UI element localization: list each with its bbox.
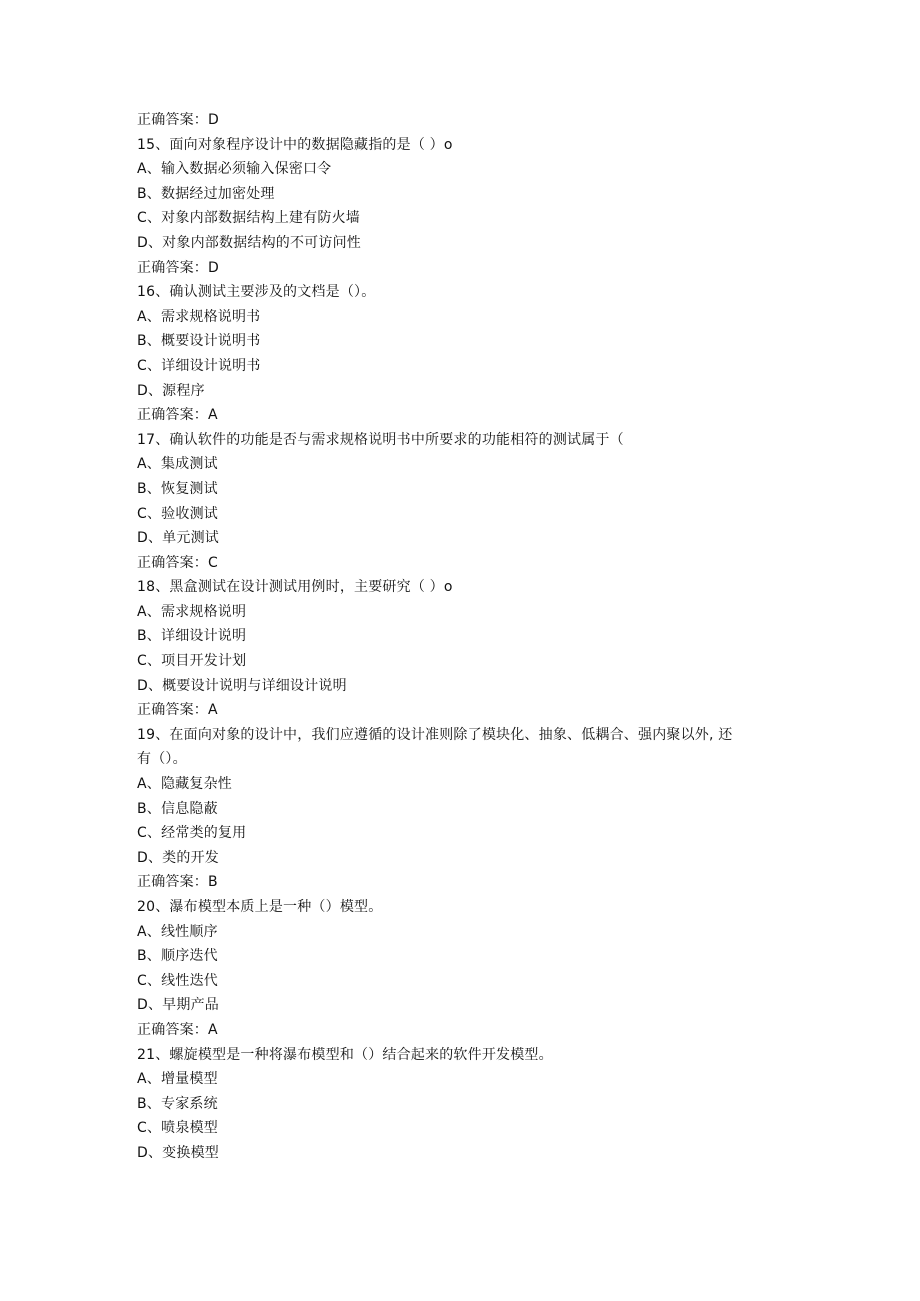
option-16-a: A、需求规格说明书 [137,308,261,325]
option-19-b: B、信息隐蔽 [137,800,218,817]
option-20-b: B、顺序迭代 [137,948,218,965]
option-20-a: A、线性顺序 [137,923,218,940]
option-18-a: A、需求规格说明 [137,603,247,620]
option-20-d: D、早期产品 [137,997,219,1014]
question-21: 21、螺旋模型是一种将瀑布模型和（）结合起来的软件开发模型。 [137,1046,553,1063]
question-19-continued: 有（）。 [137,751,187,768]
answer-line-19: 正确答案：B [137,874,218,891]
answer-line-18: 正确答案：A [137,702,218,719]
option-15-b: B、数据经过加密处理 [137,185,275,202]
answer-line-15: 正确答案：D [137,259,219,276]
option-21-a: A、增量模型 [137,1071,218,1088]
answer-line-14: 正确答案：D [137,112,219,128]
question-15: 15、面向对象程序设计中的数据隐藏指的是（ ）o [137,136,453,153]
option-19-c: C、经常类的复用 [137,825,247,842]
option-19-d: D、类的开发 [137,849,219,866]
option-21-d: D、变换模型 [137,1144,219,1161]
option-15-a: A、输入数据必须输入保密口令 [137,161,332,178]
option-17-c: C、验收测试 [137,505,218,522]
answer-line-20: 正确答案：A [137,1021,218,1038]
option-17-d: D、单元测试 [137,530,219,547]
option-18-d: D、概要设计说明与详细设计说明 [137,677,347,694]
option-16-c: C、详细设计说明书 [137,357,261,374]
answer-line-16: 正确答案：A [137,407,218,424]
question-18: 18、黑盒测试在设计测试用例时，主要研究（ ）o [137,579,453,596]
document-page [137,108,787,1166]
option-15-c: C、对象内部数据结构上建有防火墙 [137,210,360,227]
option-20-c: C、线性迭代 [137,972,218,989]
option-19-a: A、隐藏复杂性 [137,776,232,793]
option-16-b: B、概要设计说明书 [137,333,261,350]
option-18-b: B、详细设计说明 [137,628,247,645]
option-18-c: C、项目开发计划 [137,653,247,670]
option-17-a: A、集成测试 [137,456,218,473]
option-15-d: D、对象内部数据结构的不可访问性 [137,234,361,251]
question-16: 16、确认测试主要涉及的文档是（）。 [137,284,376,301]
question-20: 20、瀑布模型本质上是一种（）模型。 [137,899,383,915]
option-17-b: B、恢复测试 [137,480,218,497]
answer-line-17: 正确答案：C [137,554,218,571]
question-17: 17、确认软件的功能是否与需求规格说明书中所要求的功能相符的测试属于（ [137,431,624,448]
option-21-b: B、专家系统 [137,1095,218,1112]
option-21-c: C、喷泉模型 [137,1120,218,1137]
option-16-d: D、源程序 [137,382,205,399]
question-19: 19、在面向对象的设计中，我们应遵循的设计准则除了模块化、抽象、低耦合、强内聚以外, 还 [137,726,733,743]
